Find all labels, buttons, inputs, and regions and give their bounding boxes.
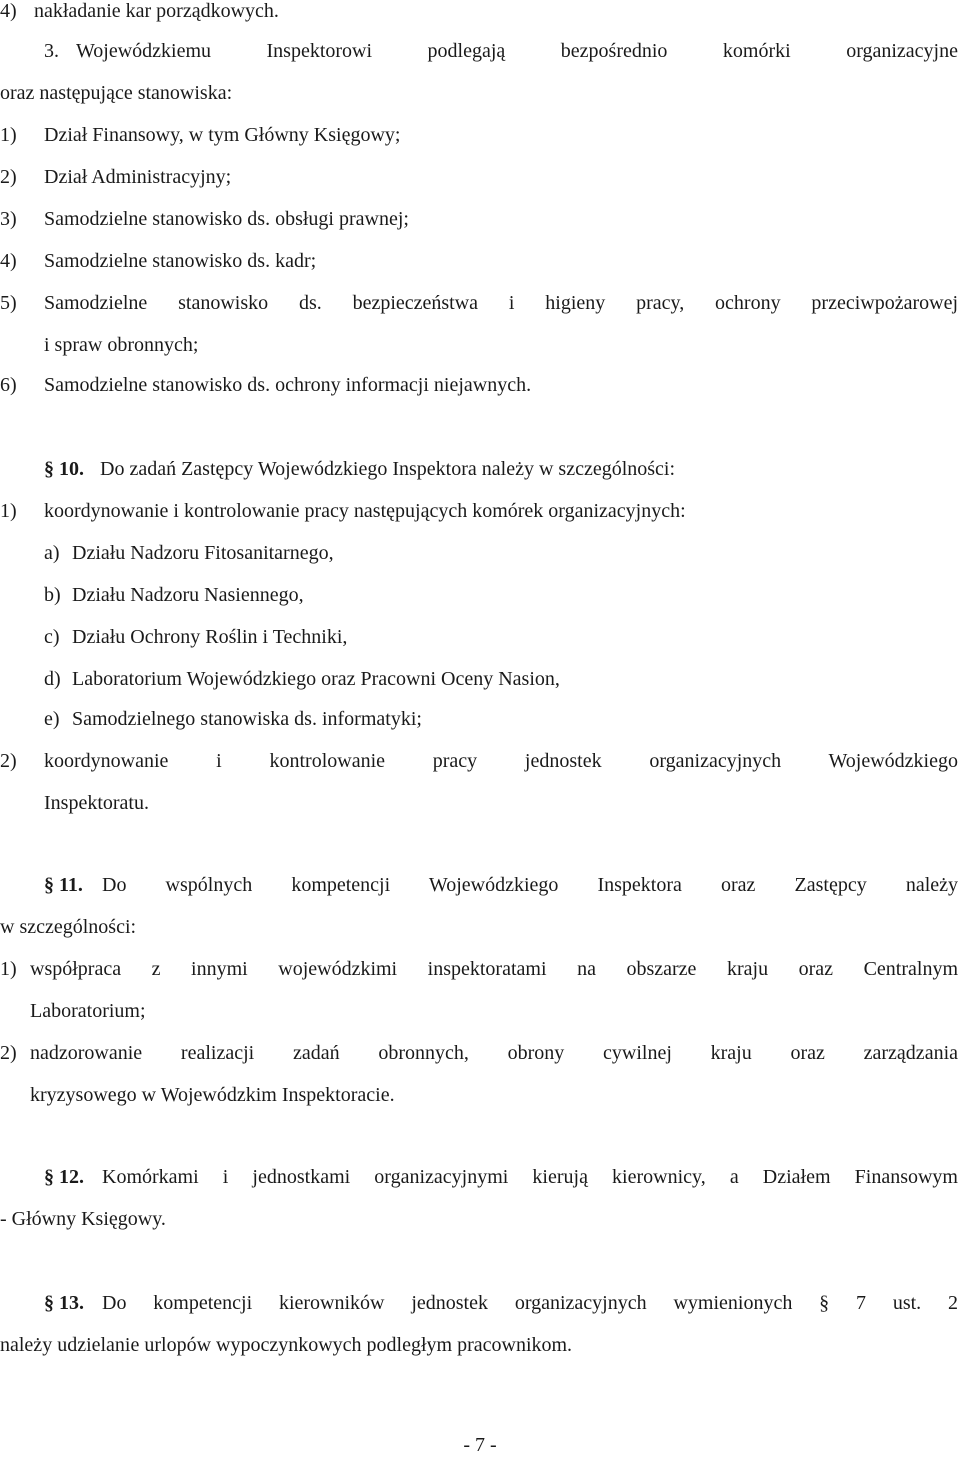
- list-item: 4) nakładanie kar porządkowych.: [0, 0, 279, 22]
- section-11-continuation: w szczególności:: [0, 916, 137, 938]
- list-item-continuation: Inspektoratu.: [44, 792, 149, 814]
- list-item: 1) Dział Finansowy, w tym Główny Księgowy;: [0, 124, 401, 146]
- sub-list-item: c) Działu Ochrony Roślin i Techniki,: [44, 626, 348, 648]
- list-item: 3) Samodzielne stanowisko ds. obsługi prawnej;: [0, 208, 409, 230]
- list-item-continuation: i spraw obronnych;: [44, 334, 199, 356]
- page-number: - 7 -: [463, 1434, 497, 1456]
- paragraph-3: 3. Wojewódzkiemu Inspektorowi podlegają bezpośrednio komórki organizacyjne: [44, 40, 958, 62]
- list-item-continuation: Laboratorium;: [30, 1000, 146, 1022]
- paragraph-3-continuation: oraz następujące stanowiska:: [0, 82, 233, 104]
- section-marker: § 11.: [44, 874, 83, 896]
- section-marker: § 12.: [44, 1166, 84, 1188]
- section-13-continuation: należy udzielanie urlopów wypoczynkowych podległym pracownikom.: [0, 1334, 573, 1356]
- list-item: 1) koordynowanie i kontrolowanie pracy następujących komórek organizacyjnych:: [0, 500, 686, 522]
- sub-list-item: a) Działu Nadzoru Fitosanitarnego,: [44, 542, 334, 564]
- list-item: 1) współpraca z innymi wojewódzkimi inspektoratami na obszarze kraju oraz Centralnym: [0, 958, 958, 980]
- list-item: 2) nadzorowanie realizacji zadań obronnych, obrony cywilnej kraju oraz zarządzania: [0, 1042, 958, 1064]
- list-item: 5) Samodzielne stanowisko ds. bezpieczeństwa i higieny pracy, ochrony przeciwpożarowej: [0, 292, 958, 314]
- list-item: 2) koordynowanie i kontrolowanie pracy jednostek organizacyjnych Wojewódzkiego: [0, 750, 958, 772]
- list-item-continuation: kryzysowego w Wojewódzkim Inspektoracie.: [30, 1084, 395, 1106]
- list-item: 2) Dział Administracyjny;: [0, 166, 232, 188]
- section-10-heading: § 10. Do zadań Zastępcy Wojewódzkiego Inspektora należy w szczególności:: [44, 458, 676, 480]
- sub-list-item: b) Działu Nadzoru Nasiennego,: [44, 584, 304, 606]
- section-12-heading: § 12. Komórkami i jednostkami organizacyjnymi kierują kierownicy, a Działem Finansowym: [44, 1166, 958, 1188]
- list-item: 4) Samodzielne stanowisko ds. kadr;: [0, 250, 317, 272]
- section-12-continuation: - Główny Księgowy.: [0, 1208, 166, 1230]
- section-marker: § 13.: [44, 1292, 84, 1314]
- list-item: 6) Samodzielne stanowisko ds. ochrony informacji niejawnych.: [0, 374, 532, 396]
- sub-list-item: d) Laboratorium Wojewódzkiego oraz Pracowni Oceny Nasion,: [44, 668, 560, 690]
- section-11-heading: § 11. Do wspólnych kompetencji Wojewódzkiego Inspektora oraz Zastępcy należy: [44, 874, 958, 896]
- section-marker: § 10.: [44, 458, 84, 480]
- sub-list-item: e) Samodzielnego stanowiska ds. informatyki;: [44, 708, 422, 730]
- section-13-heading: § 13. Do kompetencji kierowników jednostek organizacyjnych wymienionych § 7 ust. 2: [44, 1292, 958, 1314]
